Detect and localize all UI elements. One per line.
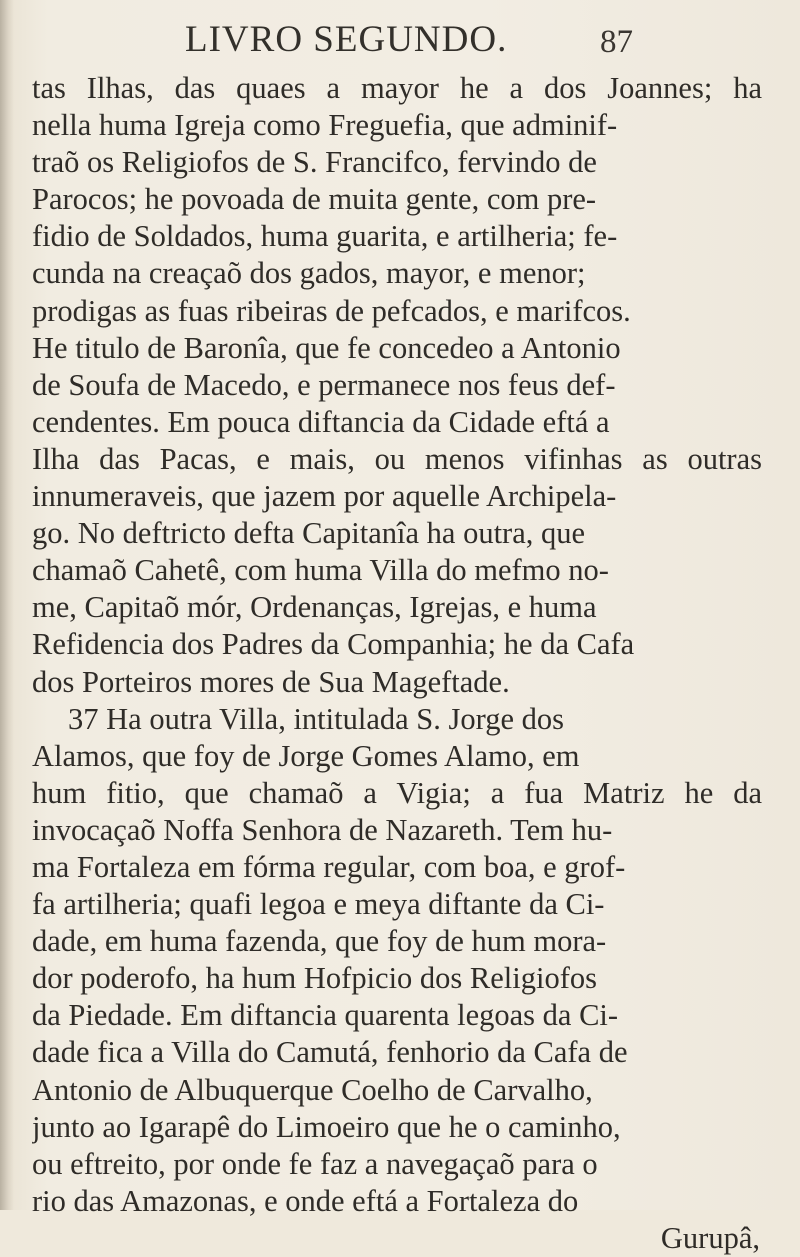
text-line: junto ao Igarapê do Limoeiro que he o caminho, [32, 1109, 621, 1144]
text-line: da Piedade. Em diftancia quarenta legoas da Ci- [32, 998, 619, 1033]
text-line: Parocos; he povoada de muita gente, com pre- [32, 182, 597, 217]
spine-shadow [0, 0, 14, 1210]
text-line: cunda na creaçaõ dos gados, mayor, e menor; [32, 256, 586, 291]
text-line: Antonio de Albuquerque Coelho de Carvalho, [32, 1072, 593, 1107]
text-line: traõ os Religiofos de S. Francifco, fervindo de [32, 145, 597, 180]
text-line: dade fica a Villa do Camutá, fenhorio da Cafa de [32, 1035, 628, 1070]
text-line: prodigas as fuas ribeiras de pefcados, e marifcos. [32, 293, 631, 328]
text-line: innumeraveis, que jazem por aquelle Archipela- [32, 479, 617, 514]
running-head: LIVRO SEGUNDO. [185, 19, 508, 60]
text-line: invocaçaõ Noffa Senhora de Nazareth. Tem hu- [32, 812, 613, 847]
text-line: dor poderofo, ha hum Hofpicio dos Religiofos [32, 961, 598, 996]
text-line: Ilha das Pacas, e mais, ou menos vifinhas as outras [32, 441, 762, 476]
text-line: Refidencia dos Padres da Companhia; he da Cafa [32, 627, 635, 662]
page-number: 87 [600, 24, 633, 60]
catchword: Gurupâ, [660, 1220, 760, 1255]
text-line: chamaõ Cahetê, com huma Villa do mefmo no- [32, 553, 609, 588]
text-line: 37 Ha outra Villa, intitulada S. Jorge dos [68, 701, 564, 736]
body-text [32, 70, 762, 1257]
text-line: cendentes. Em pouca diftancia da Cidade eftá a [32, 404, 610, 439]
text-line: dade, em huma fazenda, que foy de hum mora- [32, 924, 607, 959]
text-line: de Soufa de Macedo, e permanece nos feus def- [32, 367, 616, 402]
text-line: ou eftreito, por onde fe faz a navegaçaõ para o [32, 1146, 598, 1181]
text-line: go. No deftricto defta Capitanîa ha outra, que [32, 516, 586, 551]
text-line: nella huma Igreja como Freguefia, que adminif- [32, 108, 618, 143]
text-line: He titulo de Baronîa, que fe concedeo a Antonio [32, 330, 621, 365]
text-line: ma Fortaleza em fórma regular, com boa, e grof- [32, 849, 626, 884]
page-header [0, 18, 800, 62]
text-line: rio das Amazonas, e onde eftá a Fortaleza do [32, 1183, 579, 1218]
text-line: fidio de Soldados, huma guarita, e artilheria; fe- [32, 219, 618, 254]
text-line: me, Capitaõ mór, Ordenanças, Igrejas, e huma [32, 590, 597, 625]
text-line: dos Porteiros mores de Sua Mageftade. [32, 664, 510, 699]
text-line: tas Ilhas, das quaes a mayor he a dos Joannes; ha [32, 71, 762, 105]
text-line: Alamos, que foy de Jorge Gomes Alamo, em [32, 738, 580, 773]
text-line: hum fitio, que chamaõ a Vigia; a fua Matriz he da [32, 775, 762, 810]
text-line: fa artilheria; quafi legoa e meya diftante da Ci- [32, 887, 605, 922]
